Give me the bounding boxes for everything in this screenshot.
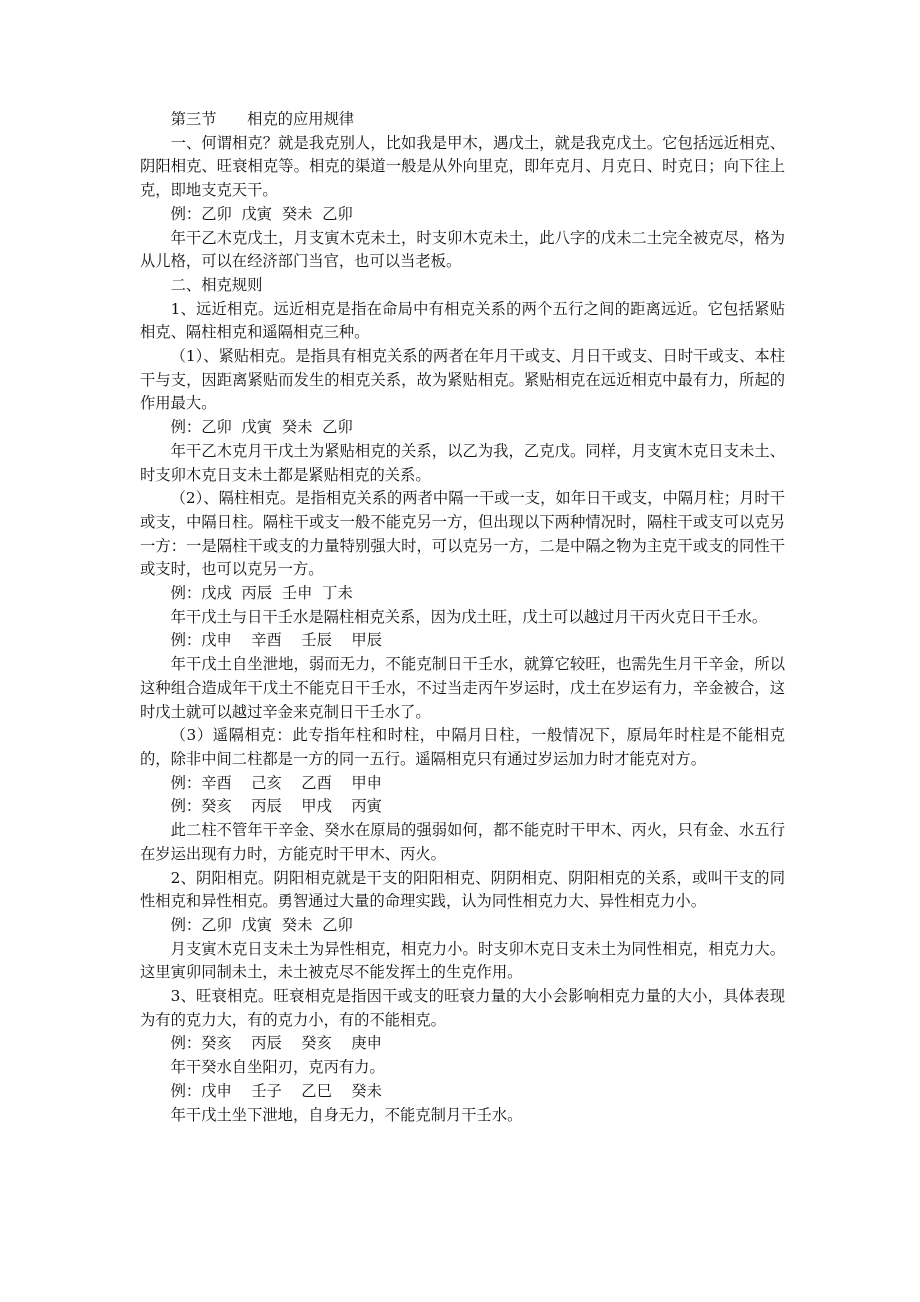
document-page xyxy=(140,108,785,1127)
example-line: 例：辛酉 己亥 乙酉 甲申 xyxy=(170,773,382,792)
paragraph: （1）、紧贴相克。是指具有相克关系的两者在年月干或支、月日干或支、日时干或支、本柱干与支，因距离紧贴而发生的相克关系，故为紧贴相克。紧贴相克在远近相克中最有力，所起的作用最大。 xyxy=(140,347,785,413)
paragraph: 1、远近相克。远近相克是指在命局中有相克关系的两个五行之间的距离远近。它包括紧贴相克、隔柱相克和遥隔相克三种。 xyxy=(140,299,785,342)
example-line: 例：乙卯 戊寅 癸未 乙卯 xyxy=(170,204,353,223)
paragraph: （2）、隔柱相克。是指相克关系的两者中隔一干或一支，如年日干或支，中隔月柱；月时干或支，中隔日柱。隔柱干或支一般不能克另一方，但出现以下两种情况时，隔柱干或支可以克另一方：一是隔柱干或支的力量特别强大时，可以克另一方，二是中隔之物为主克干或支的同性干或支时，也可以克另一方。 xyxy=(140,489,785,579)
paragraph: 年干乙木克月干戊土为紧贴相克的关系，以乙为我，乙克戊。同样，月支寅木克日支未土、时支卯木克日支未土都是紧贴相克的关系。 xyxy=(140,441,785,484)
example-line: 例：癸亥 丙辰 甲戌 丙寅 xyxy=(170,797,382,816)
example-line: 例：戊申 壬子 乙巳 癸未 xyxy=(170,1081,382,1100)
subsection-heading: 二、相克规则 xyxy=(170,275,263,294)
paragraph: 一、何谓相克？就是我克别人，比如我是甲木，遇戊土，就是我克戊土。它包括远近相克、阴阳相克、旺衰相克等。相克的渠道一般是从外向里克，即年克月、月克日、时克日；向下往上克，即地支克天干。 xyxy=(140,133,785,200)
paragraph: 年干戊土坐下泄地，自身无力，不能克制月干壬水。 xyxy=(170,1105,523,1124)
example-line: 例：癸亥 丙辰 癸亥 庚申 xyxy=(170,1034,382,1053)
example-line: 例：戊申 辛酉 壬辰 甲辰 xyxy=(170,631,382,650)
paragraph: 年干戊土自坐泄地，弱而无力，不能克制日干壬水，就算它较旺，也需先生月干辛金，所以这种组合造成年干戊土不能克日干壬水，不过当走丙午岁运时，戊土在岁运有力，辛金被合，这时戊土就可以越过辛金来克制日干壬水了。 xyxy=(140,655,785,721)
section-heading: 第三节 相克的应用规律 xyxy=(170,110,355,128)
paragraph: 年干乙木克戊土，月支寅木克未土，时支卯木克未土，此八字的戊未二土完全被克尽，格为从儿格，可以在经济部门当官，也可以当老板。 xyxy=(140,228,785,271)
paragraph: 月支寅木克日支未土为异性相克，相克力小。时支卯木克日支未土为同性相克，相克力大。这里寅卯同制未土，未土被克尽不能发挥土的生克作用。 xyxy=(140,939,785,982)
paragraph: （3）遥隔相克：此专指年柱和时柱，中隔月日柱，一般情况下，原局年时柱是不能相克的，除非中间二柱都是一方的同一五行。遥隔相克只有通过岁运加力时才能克对方。 xyxy=(140,726,785,768)
paragraph: 年干戊土与日干壬水是隔柱相克关系，因为戊土旺，戊土可以越过月干丙火克日干壬水。 xyxy=(170,607,768,626)
paragraph: 3、旺衰相克。旺衰相克是指因干或支的旺衰力量的大小会影响相克力量的大小，具体表现为有的克力大，有的克力小，有的不能相克。 xyxy=(140,987,785,1029)
example-line: 例：乙卯 戊寅 癸未 乙卯 xyxy=(170,418,353,437)
paragraph: 2、阴阳相克。阴阳相克就是干支的阳阳相克、阴阴相克、阴阳相克的关系，或叫干支的同性相克和异性相克。勇智通过大量的命理实践，认为同性相克力大、异性相克力小。 xyxy=(140,868,785,911)
example-line: 例：戊戌 丙辰 壬申 丁未 xyxy=(170,584,353,603)
paragraph: 年干癸水自坐阳刃，克丙有力。 xyxy=(170,1058,385,1077)
paragraph: 此二柱不管年干辛金、癸水在原局的强弱如何，都不能克时干甲木、丙火，只有金、水五行在岁运出现有力时，方能克时干甲木、丙火。 xyxy=(140,821,785,863)
example-line: 例：乙卯 戊寅 癸未 乙卯 xyxy=(170,915,353,934)
